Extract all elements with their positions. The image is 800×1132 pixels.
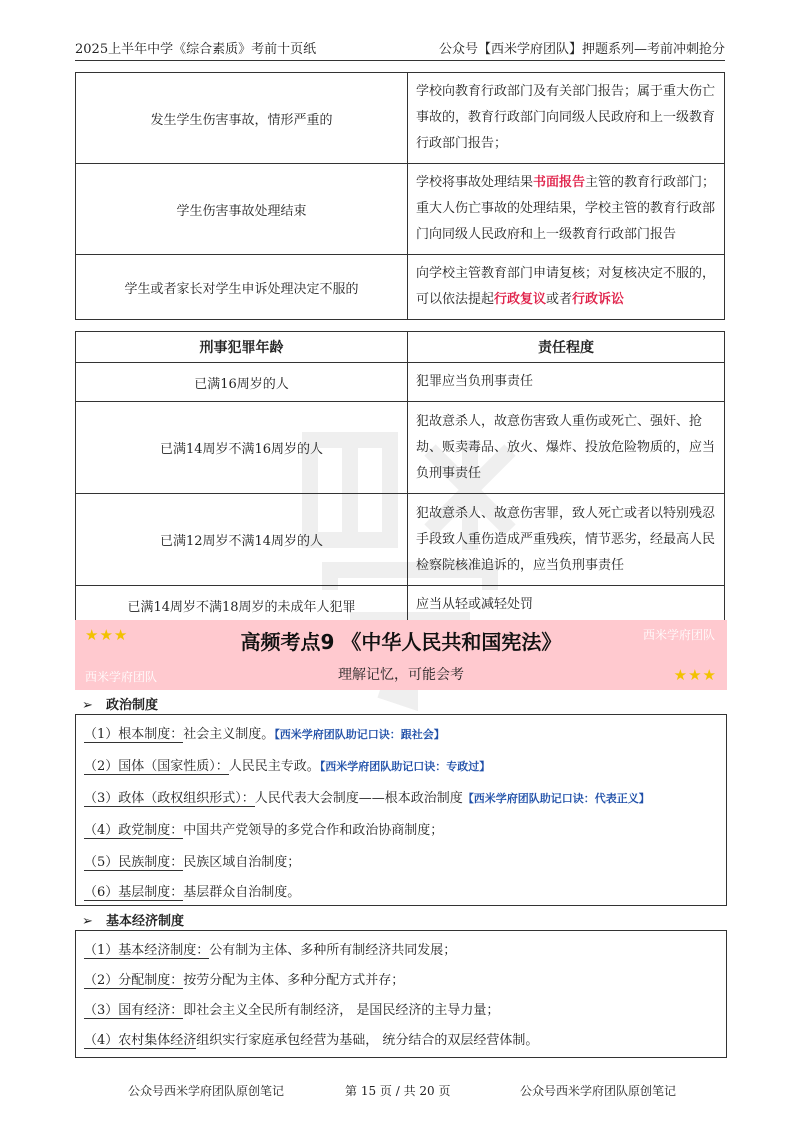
table-row	[76, 586, 725, 625]
cell-text: 或者	[546, 292, 573, 307]
item-text: 按劳分配为主体、多种分配方式并存；	[183, 973, 405, 988]
highlight-text: 书面报告	[533, 175, 586, 190]
section-heading	[82, 694, 158, 713]
highlight-text: 行政诉讼	[572, 292, 625, 307]
list-item	[84, 1029, 718, 1048]
criminal-age-table	[75, 331, 725, 625]
banner-watermark: 西米学府团队	[85, 670, 158, 684]
page-number: 第 15 页 / 共 20 页	[345, 1084, 451, 1098]
column-header: 责任程度	[408, 332, 725, 363]
mnemonic-text: 【西米学府团队助记口诀：代表正义】	[462, 792, 650, 805]
header-left-text: 2025上半年中学《综合素质》考前十页纸	[75, 42, 317, 57]
column-header: 刑事犯罪年龄	[76, 332, 408, 363]
list-item	[84, 939, 718, 958]
item-text: 组织实行家庭承包经营为基础， 统分结合的双层经营体制。	[196, 1033, 539, 1048]
item-key: （1）根本制度：	[84, 727, 184, 742]
table-cell: 已满14周岁不满18周岁的未成年人犯罪	[76, 586, 408, 625]
item-key: （3）国有经济：	[84, 1003, 184, 1018]
list-item	[84, 999, 718, 1018]
item-text: 人民代表大会制度——根本政治制度	[254, 791, 463, 806]
mnemonic-text: 【西米学府团队助记口诀：跟社会】	[274, 728, 445, 741]
item-key: （6）基层制度：	[84, 885, 184, 900]
item-key: （4）农村集体经济	[84, 1033, 197, 1048]
star-rating-icon: ★★★	[673, 666, 717, 684]
arrow-bullet-icon: ➢	[82, 914, 93, 929]
table-row	[76, 255, 725, 320]
cell-text: 向学校主管教育部门申请复核；对复核决定不服的，可以依法提起	[416, 266, 716, 307]
list-item	[84, 755, 718, 774]
political-system-box	[75, 714, 727, 906]
list-item	[84, 819, 718, 838]
table-cell: 已满14周岁不满16周岁的人	[76, 402, 408, 494]
page-header	[75, 38, 725, 58]
item-key: （4）政党制度：	[84, 823, 184, 838]
table-cell: 学生伤害事故处理结束	[76, 164, 408, 255]
item-text: 基层群众自治制度。	[183, 885, 301, 900]
item-text: 人民民主专政。	[228, 759, 320, 774]
section-title: 政治制度	[106, 698, 159, 713]
highlight-text: 行政复议	[494, 292, 547, 307]
cell-text: 学校将事故处理结果	[416, 175, 534, 190]
item-key: （2）分配制度：	[84, 973, 184, 988]
arrow-bullet-icon: ➢	[82, 698, 93, 713]
cell-text: 主管的教育行政部门；重大人伤亡事故的处理结果，学校主管的教育行政部门向同级人民政府和上一级教育行政部门报告	[416, 175, 716, 242]
table-row	[76, 73, 725, 164]
table-cell: 已满16周岁的人	[76, 363, 408, 402]
banner-watermark: 西米学府团队	[642, 628, 715, 642]
table-cell: 犯故意杀人，故意伤害致人重伤或死亡、强奸、抢劫、贩卖毒品、放火、爆炸、投放危险物质的，应当负刑事责任	[408, 402, 725, 494]
list-item	[84, 723, 718, 742]
table-cell: 犯故意杀人、故意伤害罪，致人死亡或者以特别残忍手段致人重伤造成严重残疾，情节恶劣，经最高人民检察院核准追诉的，应当负刑事责任	[408, 494, 725, 586]
item-key: （3）政体（政权组织形式）：	[84, 791, 255, 806]
list-item	[84, 851, 718, 870]
footer-right-text: 公众号西米学府团队原创笔记	[520, 1084, 677, 1098]
table-cell: 学生或者家长对学生申诉处理决定不服的	[76, 255, 408, 320]
item-text: 公有制为主体、多种所有制经济共同发展；	[209, 943, 457, 958]
header-divider	[75, 60, 725, 61]
table-row	[76, 402, 725, 494]
list-item	[84, 881, 718, 900]
item-text: 民族区域自治制度；	[183, 855, 301, 870]
item-key: （2）国体（国家性质）：	[84, 759, 229, 774]
topic-banner	[75, 620, 727, 690]
table-cell: 学校向教育行政部门及有关部门报告；属于重大伤亡事故的，教育行政部门向同级人民政府和上一级教育行政部门报告；	[408, 73, 725, 164]
table-cell: 发生学生伤害事故，情形严重的	[76, 73, 408, 164]
topic-subtitle: 理解记忆，可能会考	[338, 667, 464, 683]
table-cell	[408, 164, 725, 255]
table-header-row	[76, 332, 725, 363]
topic-title: 高频考点9 《中华人民共和国宪法》	[240, 630, 562, 654]
item-text: 社会主义制度。	[183, 727, 275, 742]
item-text: 中国共产党领导的多党合作和政治协商制度；	[183, 823, 444, 838]
section-heading	[82, 910, 184, 929]
footer-left-text: 公众号西米学府团队原创笔记	[128, 1084, 285, 1098]
economic-system-box	[75, 930, 727, 1058]
item-key: （5）民族制度：	[84, 855, 184, 870]
table-row	[76, 164, 725, 255]
list-item	[84, 787, 718, 806]
section-title: 基本经济制度	[106, 914, 185, 929]
item-key: （1）基本经济制度：	[84, 943, 210, 958]
table-row	[76, 363, 725, 402]
table-cell: 犯罪应当负刑事责任	[408, 363, 725, 402]
star-rating-icon: ★★★	[85, 626, 129, 644]
list-item	[84, 969, 718, 988]
incident-report-table	[75, 72, 725, 320]
table-cell	[408, 255, 725, 320]
table-cell: 应当从轻或减轻处罚	[408, 586, 725, 625]
item-text: 即社会主义全民所有制经济， 是国民经济的主导力量；	[183, 1003, 500, 1018]
table-cell: 已满12周岁不满14周岁的人	[76, 494, 408, 586]
header-right-text: 公众号【西米学府团队】押题系列—考前冲刺抢分	[438, 42, 725, 57]
table-row	[76, 494, 725, 586]
mnemonic-text: 【西米学府团队助记口诀：专政过】	[319, 760, 491, 773]
